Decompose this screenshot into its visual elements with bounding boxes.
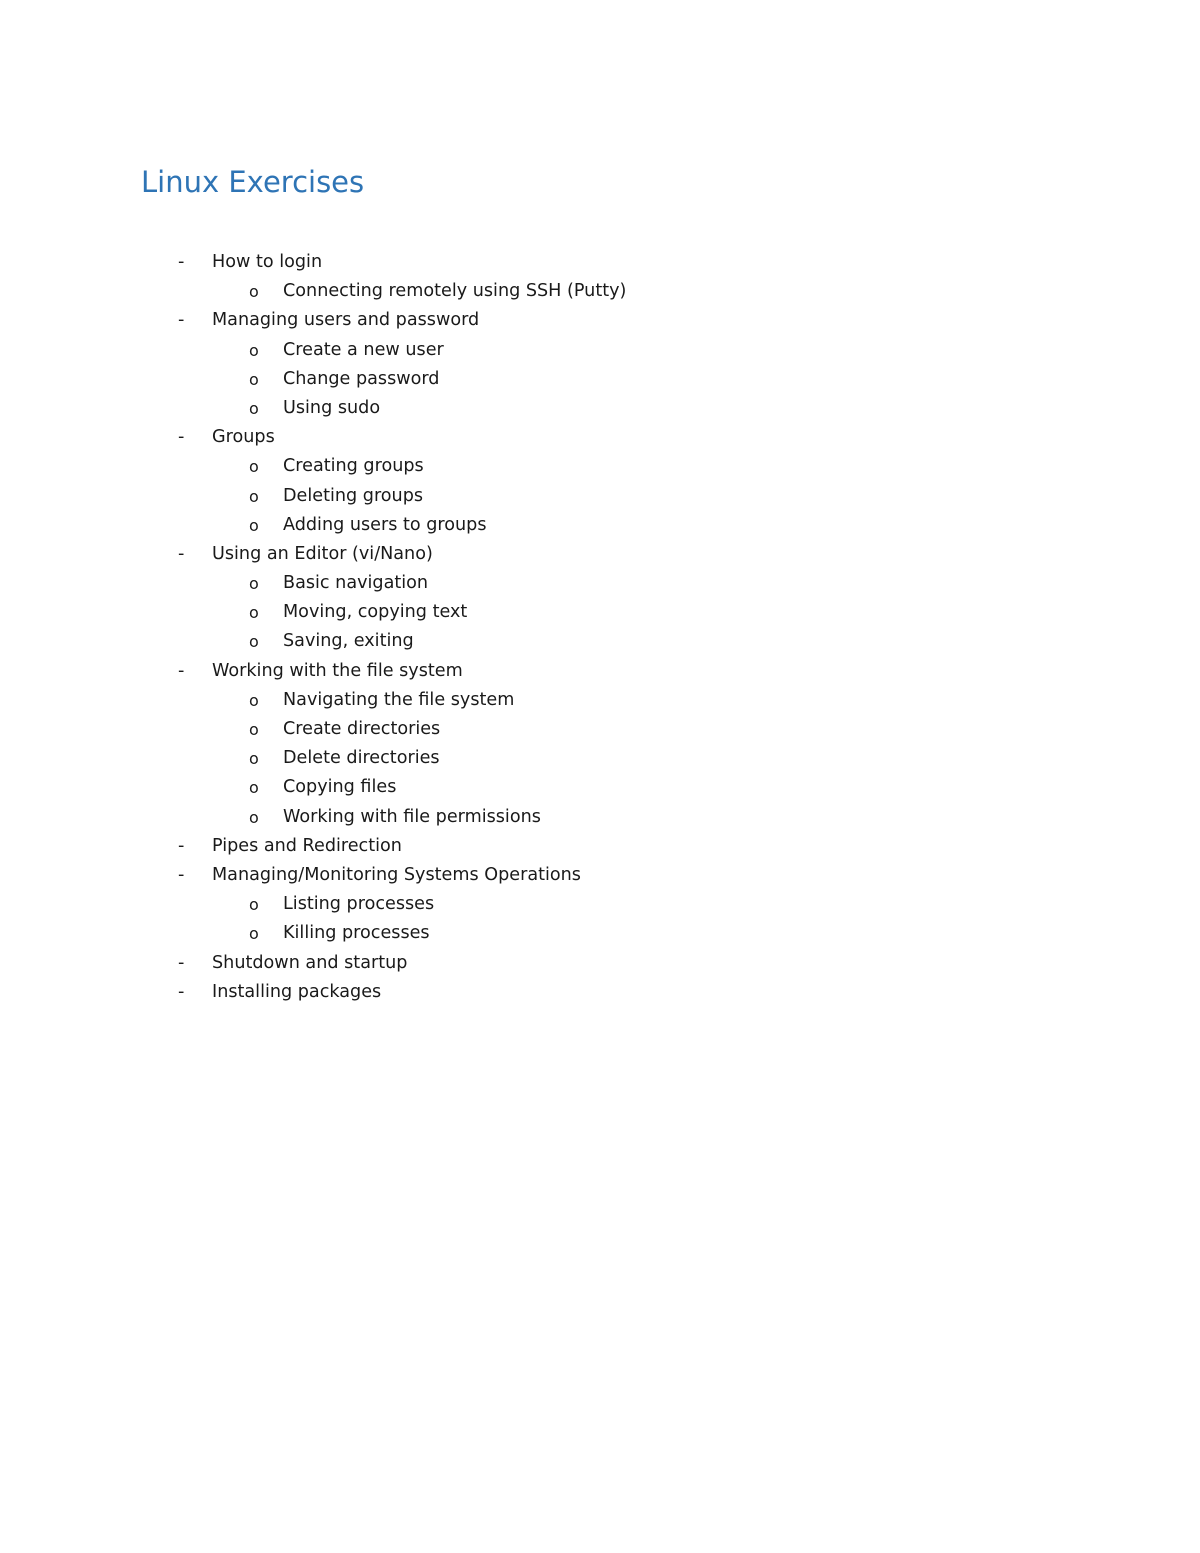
circle-bullet-icon: o: [249, 807, 259, 827]
subtopic-label: Saving, exiting: [283, 631, 414, 652]
circle-bullet-icon: o: [249, 632, 259, 652]
subtopic-label: Change password: [283, 368, 440, 389]
dash-bullet-icon: -: [178, 981, 185, 1002]
topic-label: Working with the file system: [212, 660, 463, 681]
circle-bullet-icon: o: [249, 369, 259, 389]
circle-bullet-icon: o: [249, 778, 259, 798]
circle-bullet-icon: o: [249, 895, 259, 915]
subtopic-label: Copying files: [283, 777, 397, 798]
circle-bullet-icon: o: [249, 282, 259, 302]
topic-label: Groups: [212, 427, 275, 448]
circle-bullet-icon: o: [249, 603, 259, 623]
circle-bullet-icon: o: [249, 340, 259, 360]
topic-label: Pipes and Redirection: [212, 835, 402, 856]
dash-bullet-icon: -: [178, 427, 185, 448]
subtopic-label: Create a new user: [283, 339, 444, 360]
subtopic-label: Adding users to groups: [283, 514, 487, 535]
topic-label: Using an Editor (vi/Nano): [212, 543, 433, 564]
topic-label: Managing users and password: [212, 310, 480, 331]
subtopic-label: Connecting remotely using SSH (Putty): [283, 281, 627, 302]
dash-bullet-icon: -: [178, 952, 185, 973]
subtopic-label: Navigating the file system: [283, 689, 515, 710]
circle-bullet-icon: o: [249, 515, 259, 535]
subtopic-label: Listing processes: [283, 894, 435, 915]
dash-bullet-icon: -: [178, 660, 185, 681]
circle-bullet-icon: o: [249, 720, 259, 739]
circle-bullet-icon: o: [249, 457, 259, 477]
topic-label: Shutdown and startup: [212, 952, 408, 973]
circle-bullet-icon: o: [249, 924, 259, 944]
subtopic-label: Creating groups: [283, 456, 424, 477]
topic-label: Installing packages: [212, 981, 382, 1002]
topic-label: Managing/Monitoring Systems Operations: [212, 864, 581, 885]
subtopic-label: Deleting groups: [283, 485, 424, 506]
circle-bullet-icon: o: [249, 690, 259, 710]
circle-bullet-icon: o: [249, 574, 259, 594]
subtopic-label: Basic navigation: [283, 573, 429, 594]
document-title: Linux Exercises: [141, 165, 365, 199]
subtopic-label: Working with file permissions: [283, 806, 541, 827]
topic-label: How to login: [212, 252, 323, 272]
dash-bullet-icon: -: [178, 864, 185, 885]
circle-bullet-icon: o: [249, 486, 259, 506]
subtopic-label: Killing processes: [283, 923, 430, 944]
subtopic-label: Using sudo: [283, 397, 381, 418]
dash-bullet-icon: -: [178, 252, 185, 272]
dash-bullet-icon: -: [178, 310, 185, 331]
subtopic-label: Moving, copying text: [283, 602, 468, 623]
circle-bullet-icon: o: [249, 398, 259, 418]
subtopic-label: Create directories: [283, 719, 441, 739]
subtopic-label: Delete directories: [283, 748, 440, 769]
dash-bullet-icon: -: [178, 835, 185, 856]
circle-bullet-icon: o: [249, 749, 259, 769]
dash-bullet-icon: -: [178, 543, 185, 564]
